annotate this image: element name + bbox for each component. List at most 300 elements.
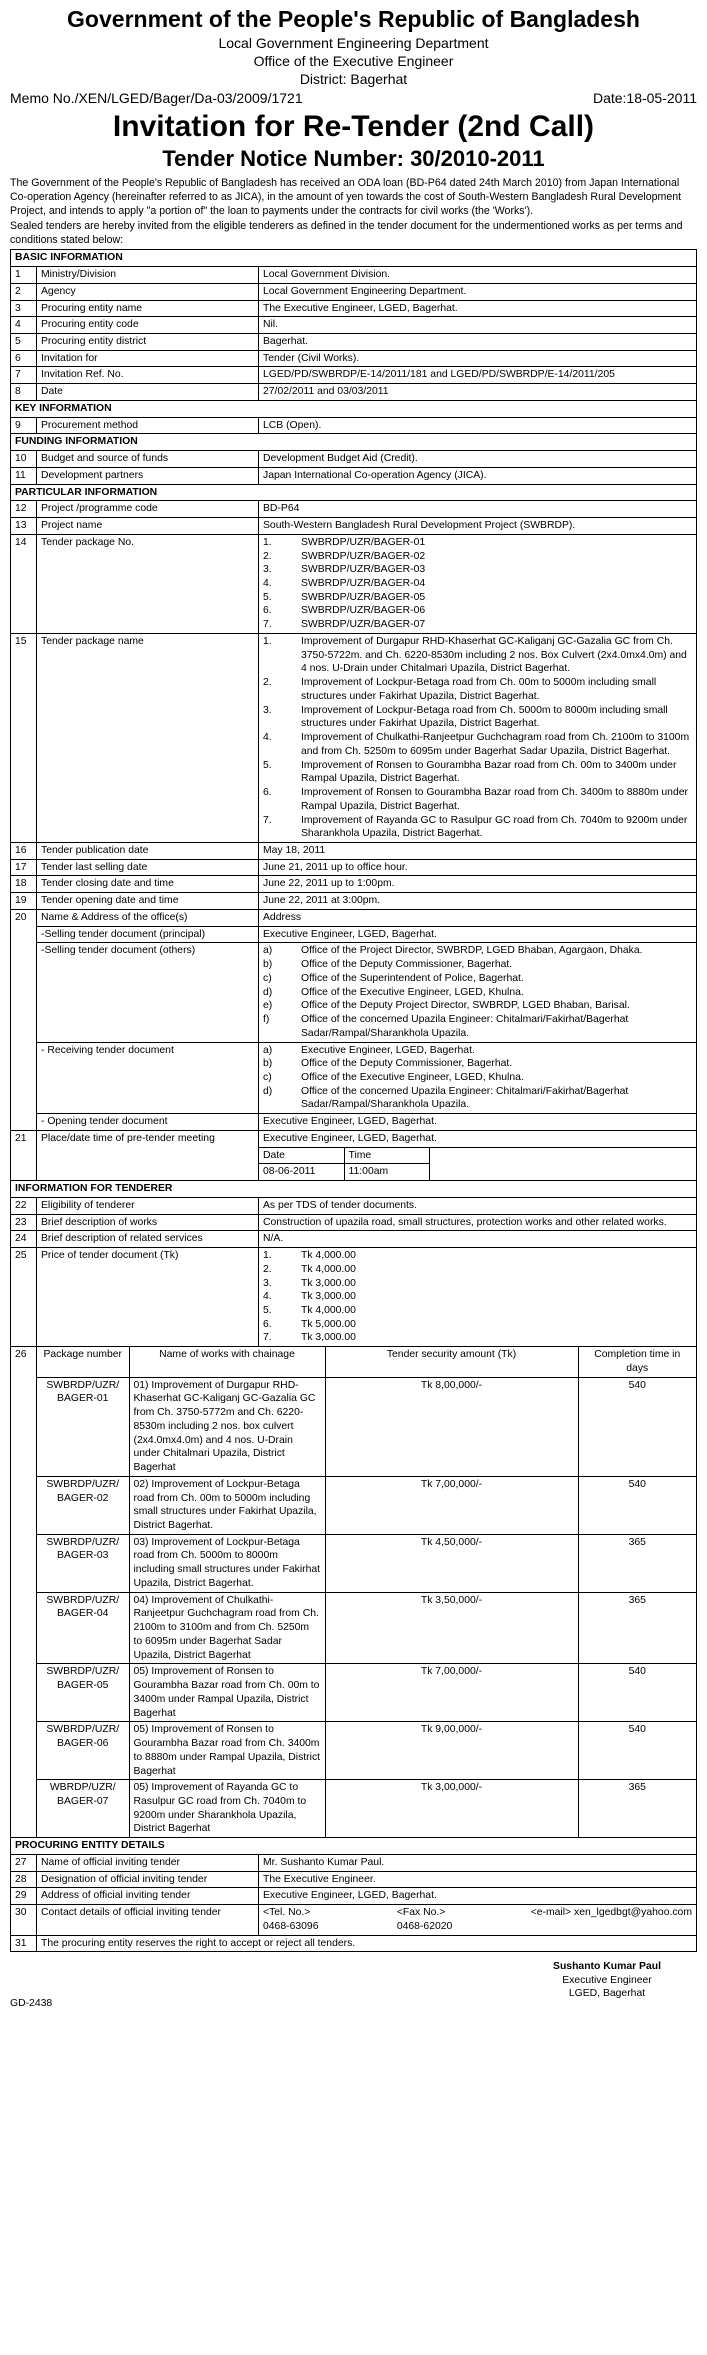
row-label: Project name xyxy=(37,518,259,535)
list-item xyxy=(263,1331,692,1345)
row-label: Price of tender document (Tk) xyxy=(37,1248,259,1347)
list-text: Office of the Deputy Commissioner, Bagerhat. xyxy=(301,959,513,971)
list-item xyxy=(263,536,692,550)
selling-office-list xyxy=(263,944,692,1040)
row-number: 30 xyxy=(11,1905,37,1935)
table-row xyxy=(11,1197,697,1214)
list-text: SWBRDP/UZR/BAGER-02 xyxy=(301,550,426,562)
works-row xyxy=(37,1476,696,1534)
email-address: <e-mail> xen_lgedbgt@yahoo.com xyxy=(530,1907,692,1919)
meeting-time-header: Time xyxy=(344,1148,429,1164)
list-marker: 3. xyxy=(263,1277,272,1289)
list-item xyxy=(263,550,692,564)
row-label: Tender publication date xyxy=(37,842,259,859)
meeting-date: 08-06-2011 xyxy=(259,1164,344,1180)
table-row xyxy=(11,267,697,284)
row-value: Bagerhat. xyxy=(259,334,697,351)
row-value: Local Government Division. xyxy=(259,267,697,284)
list-text: Improvement of Chulkathi-Ranjeetpur Guchchagram road from Ch. 2100m to 3100m and from Ch. 5250m to 6095m under Bagerhat Sadar Upazila, District Bagerhat. xyxy=(301,732,690,757)
table-row xyxy=(11,1854,697,1871)
row-number: 7 xyxy=(11,367,37,384)
table-row xyxy=(11,1347,697,1838)
list-text: SWBRDP/UZR/BAGER-03 xyxy=(301,564,426,576)
works-security: Tk 7,00,000/- xyxy=(325,1664,578,1722)
row-number: 3 xyxy=(11,300,37,317)
list-item xyxy=(263,944,692,958)
row-label: Ministry/Division xyxy=(37,267,259,284)
works-row xyxy=(37,1722,696,1780)
row-value: Development Budget Aid (Credit). xyxy=(259,451,697,468)
list-marker: 3. xyxy=(263,564,272,576)
row-value: Address xyxy=(259,909,697,926)
list-item xyxy=(263,986,692,1000)
signatory-designation: Executive Engineer xyxy=(562,1974,652,1986)
works-days: 365 xyxy=(578,1534,696,1592)
works-days: 540 xyxy=(578,1476,696,1534)
row-value: Executive Engineer, LGED, Bagerhat. xyxy=(259,926,697,943)
list-marker: b) xyxy=(263,959,273,971)
list-text: Improvement of Lockpur-Betaga road from Ch. 00m to 5000m including small structures under Fakirhat Upazila, District Bagerhat. xyxy=(301,677,657,702)
table-row xyxy=(11,842,697,859)
row-value: Tender (Civil Works). xyxy=(259,350,697,367)
row-label: Brief description of works xyxy=(37,1214,259,1231)
row-label: Procuring entity code xyxy=(37,317,259,334)
row-number: 25 xyxy=(11,1248,37,1347)
tel-number: 0468-63096 xyxy=(263,1920,319,1932)
list-marker: 6. xyxy=(263,1318,272,1330)
row-number: 17 xyxy=(11,859,37,876)
list-marker: 6. xyxy=(263,787,272,799)
list-text: SWBRDP/UZR/BAGER-07 xyxy=(301,619,426,631)
works-package: SWBRDP/UZR/ BAGER-04 xyxy=(37,1592,129,1664)
works-security: Tk 3,50,000/- xyxy=(325,1592,578,1664)
table-row xyxy=(11,283,697,300)
list-marker: b) xyxy=(263,1058,273,1070)
table-row xyxy=(11,1248,697,1347)
works-security: Tk 7,00,000/- xyxy=(325,1476,578,1534)
section-row xyxy=(11,1181,697,1198)
list-item xyxy=(263,731,692,758)
row-number: 10 xyxy=(11,451,37,468)
row-value: May 18, 2011 xyxy=(259,842,697,859)
list-item xyxy=(263,1057,692,1071)
row-value: South-Western Bangladesh Rural Development Project (SWBRDP). xyxy=(259,518,697,535)
list-text: SWBRDP/UZR/BAGER-01 xyxy=(301,536,426,548)
list-marker: a) xyxy=(263,945,273,957)
table-row xyxy=(11,1888,697,1905)
list-item xyxy=(263,1071,692,1085)
works-table xyxy=(37,1347,696,1837)
meeting-time: 11:00am xyxy=(344,1164,429,1180)
package-name-cell xyxy=(259,633,697,842)
list-marker: 7. xyxy=(263,1332,272,1344)
list-text: Office of the Project Director, SWBRDP, LGED Bhaban, Agargaon, Dhaka. xyxy=(301,945,643,957)
list-marker: 7. xyxy=(263,619,272,631)
row-number: 4 xyxy=(11,317,37,334)
list-marker: 4. xyxy=(263,732,272,744)
table-row xyxy=(11,1042,697,1114)
list-marker: 1. xyxy=(263,1250,272,1262)
row-value: BD-P64 xyxy=(259,501,697,518)
row-number: 5 xyxy=(11,334,37,351)
row-label: Procuring entity name xyxy=(37,300,259,317)
row-number: 12 xyxy=(11,501,37,518)
list-item xyxy=(263,1013,692,1040)
intro-paragraph-2: Sealed tenders are hereby invited from the eligible tenderers as defined in the tender document for the undermentioned works as per terms and conditions stated below: xyxy=(10,219,683,247)
table-row xyxy=(11,384,697,401)
section-key: KEY INFORMATION xyxy=(11,400,697,417)
list-item xyxy=(263,591,692,605)
signatory-office: LGED, Bagerhat xyxy=(568,1988,646,2000)
row-label: Tender package No. xyxy=(37,534,259,633)
memo-date: Date:18-05-2011 xyxy=(592,90,697,107)
notice-number: Tender Notice Number: 30/2010-2011 xyxy=(162,146,545,172)
list-text: SWBRDP/UZR/BAGER-06 xyxy=(301,605,426,617)
list-item xyxy=(263,604,692,618)
row-number: 18 xyxy=(11,876,37,893)
row-label: Development partners xyxy=(37,467,259,484)
section-row xyxy=(11,250,697,267)
header xyxy=(10,6,697,88)
footer-code: GD-2438 xyxy=(10,1997,53,2009)
list-text: Tk 3,000.00 xyxy=(301,1277,356,1289)
table-row xyxy=(11,926,697,943)
table-row xyxy=(11,350,697,367)
list-item xyxy=(263,1277,692,1291)
row-label: Tender last selling date xyxy=(37,859,259,876)
row-number: 9 xyxy=(11,417,37,434)
row-label: Place/date time of pre-tender meeting xyxy=(37,1130,259,1180)
list-text: Improvement of Ronsen to Gourambha Bazar road from Ch. 3400m to 8880m under Rampal Upazila, District Bagerhat. xyxy=(301,787,688,812)
signature-block xyxy=(10,1960,697,2001)
section-row xyxy=(11,1838,697,1855)
row-value: Local Government Engineering Department. xyxy=(259,283,697,300)
row-number: 1 xyxy=(11,267,37,284)
list-item xyxy=(263,999,692,1013)
table-row xyxy=(11,1905,697,1935)
works-security: Tk 3,00,000/- xyxy=(325,1780,578,1837)
list-marker: d) xyxy=(263,986,273,998)
table-row xyxy=(11,1231,697,1248)
meeting-date-table xyxy=(259,1148,696,1180)
section-row xyxy=(11,400,697,417)
works-header-security: Tender security amount (Tk) xyxy=(325,1347,578,1377)
list-marker: 2. xyxy=(263,550,272,562)
list-item xyxy=(263,1044,692,1058)
works-row xyxy=(37,1592,696,1664)
row-value: Executive Engineer, LGED, Bagerhat. xyxy=(259,1114,697,1131)
row-label: Project /programme code xyxy=(37,501,259,518)
row-label: Eligibility of tenderer xyxy=(37,1197,259,1214)
row-value: The procuring entity reserves the right to accept or reject all tenders. xyxy=(37,1935,697,1952)
list-text: SWBRDP/UZR/BAGER-04 xyxy=(301,578,426,590)
row-number: 31 xyxy=(11,1935,37,1952)
row-number: 13 xyxy=(11,518,37,535)
works-package: SWBRDP/UZR/ BAGER-03 xyxy=(37,1534,129,1592)
row-value: Mr. Sushanto Kumar Paul. xyxy=(259,1854,697,1871)
tel-block xyxy=(263,1906,318,1933)
package-list xyxy=(263,536,692,632)
row-number: 21 xyxy=(11,1130,37,1180)
list-text: Executive Engineer, LGED, Bagerhat. xyxy=(301,1044,475,1056)
list-item xyxy=(263,1263,692,1277)
list-text: Office of the Deputy Commissioner, Bagerhat. xyxy=(301,1058,513,1070)
list-item xyxy=(263,635,692,676)
list-text: Improvement of Lockpur-Betaga road from Ch. 5000m to 8000m including small structures under Fakirhat Upazila, District Bagerhat. xyxy=(301,704,668,730)
fax-block xyxy=(397,1906,452,1933)
works-days: 540 xyxy=(578,1377,696,1476)
contact-cell xyxy=(259,1905,697,1935)
works-package: SWBRDP/UZR/ BAGER-06 xyxy=(37,1722,129,1780)
district-line: District: Bagerhat xyxy=(299,70,408,87)
meeting-cell xyxy=(259,1130,697,1180)
package-list-cell xyxy=(259,534,697,633)
section-funding: FUNDING INFORMATION xyxy=(11,434,697,451)
table-row xyxy=(11,909,697,926)
row-number: 28 xyxy=(11,1871,37,1888)
works-header-time: Completion time in days xyxy=(578,1347,696,1377)
list-marker: f) xyxy=(263,1014,270,1026)
list-text: Tk 5,000.00 xyxy=(301,1318,356,1330)
works-package: SWBRDP/UZR/ BAGER-05 xyxy=(37,1664,129,1722)
works-row xyxy=(37,1780,696,1837)
row-number: 8 xyxy=(11,384,37,401)
row-label: Procurement method xyxy=(37,417,259,434)
row-label: Invitation Ref. No. xyxy=(37,367,259,384)
row-label: -Selling tender document (others) xyxy=(37,943,259,1042)
list-marker: 3. xyxy=(263,704,272,716)
row-number: 19 xyxy=(11,893,37,910)
receiving-cell xyxy=(259,1042,697,1114)
works-days: 365 xyxy=(578,1780,696,1837)
works-row xyxy=(37,1664,696,1722)
row-number: 16 xyxy=(11,842,37,859)
fax-label: <Fax No.> xyxy=(396,1907,446,1919)
list-item xyxy=(263,958,692,972)
list-item xyxy=(263,1249,692,1263)
table-row xyxy=(11,1935,697,1952)
table-row xyxy=(11,334,697,351)
table-row xyxy=(11,367,697,384)
row-number: 29 xyxy=(11,1888,37,1905)
works-header-name: Name of works with chainage xyxy=(129,1347,325,1377)
works-security: Tk 4,50,000/- xyxy=(325,1534,578,1592)
works-name: 05) Improvement of Ronsen to Gourambha Bazar road from Ch. 3400m to 8880m under Rampal Upazila, District Bagerhat xyxy=(129,1722,325,1780)
table-row xyxy=(11,317,697,334)
row-label: Tender closing date and time xyxy=(37,876,259,893)
works-days: 540 xyxy=(578,1722,696,1780)
works-row xyxy=(37,1534,696,1592)
row-label: Address of official inviting tender xyxy=(37,1888,259,1905)
works-days: 540 xyxy=(578,1664,696,1722)
row-number: 22 xyxy=(11,1197,37,1214)
works-security: Tk 9,00,000/- xyxy=(325,1722,578,1780)
row-value: N/A. xyxy=(259,1231,697,1248)
notice-title: Invitation for Re-Tender (2nd Call) xyxy=(112,110,595,144)
row-number: 26 xyxy=(11,1347,37,1838)
list-marker: 2. xyxy=(263,677,272,689)
row-value: June 22, 2011 up to 1:00pm. xyxy=(259,876,697,893)
receiving-office-list xyxy=(263,1044,692,1113)
works-table-cell xyxy=(37,1347,697,1838)
section-particular: PARTICULAR INFORMATION xyxy=(11,484,697,501)
row-label: Name & Address of the office(s) xyxy=(37,909,259,926)
works-security: Tk 8,00,000/- xyxy=(325,1377,578,1476)
list-item xyxy=(263,676,692,703)
tel-label: <Tel. No.> xyxy=(263,1907,311,1919)
works-package: SWBRDP/UZR/ BAGER-01 xyxy=(37,1377,129,1476)
list-item xyxy=(263,1085,692,1112)
works-body xyxy=(37,1377,696,1837)
list-item xyxy=(263,786,692,813)
list-marker: 4. xyxy=(263,578,272,590)
memo-number: Memo No./XEN/LGED/Bager/Da-03/2009/1721 xyxy=(10,90,303,107)
works-header-row xyxy=(37,1347,696,1377)
list-item xyxy=(263,704,692,731)
works-header-package: Package number xyxy=(37,1347,129,1377)
row-label: Contact details of official inviting tender xyxy=(37,1905,259,1935)
row-value: Japan International Co-operation Agency (JICA). xyxy=(259,467,697,484)
works-name: 05) Improvement of Rayanda GC to Rasulpur GC road from Ch. 7040m to 9200m under Sharankhola Upazila, District Bagerhat xyxy=(129,1780,325,1837)
works-days: 365 xyxy=(578,1592,696,1664)
row-value: June 22, 2011 at 3:00pm. xyxy=(259,893,697,910)
tender-info-table xyxy=(10,249,697,1952)
list-marker: 2. xyxy=(263,1263,272,1275)
works-row xyxy=(37,1377,696,1476)
price-list xyxy=(263,1249,692,1345)
price-cell xyxy=(259,1248,697,1347)
contact-details xyxy=(263,1906,692,1933)
works-name: 02) Improvement of Lockpur-Betaga road from Ch. 00m to 5000m including small structures under Fakirhat Upazila, District Bagerhat. xyxy=(129,1476,325,1534)
row-value: Nil. xyxy=(259,317,697,334)
row-number: 24 xyxy=(11,1231,37,1248)
table-row xyxy=(11,518,697,535)
table-row xyxy=(11,300,697,317)
office-line: Office of the Executive Engineer xyxy=(253,52,454,69)
section-row xyxy=(11,434,697,451)
row-label: Brief description of related services xyxy=(37,1231,259,1248)
list-marker: 5. xyxy=(263,1305,272,1316)
row-label: Date xyxy=(37,384,259,401)
works-package: WBRDP/UZR/ BAGER-07 xyxy=(37,1780,129,1837)
list-text: Improvement of Ronsen to Gourambha Bazar road from Ch. 00m to 3400m under Rampal Upazila, District Bagerhat. xyxy=(301,759,677,785)
list-text: Tk 4,000.00 xyxy=(301,1305,356,1316)
row-value: As per TDS of tender documents. xyxy=(259,1197,697,1214)
list-text: Improvement of Rayanda GC to Rasulpur GC road from Ch. 7040m to 9200m under Sharankhola Upazila, District Bagerhat. xyxy=(301,814,688,840)
row-number: 20 xyxy=(11,909,37,1130)
list-item xyxy=(263,972,692,986)
list-text: Tk 3,000.00 xyxy=(301,1332,356,1344)
table-row xyxy=(11,943,697,1042)
row-number: 2 xyxy=(11,283,37,300)
row-value: Construction of upazila road, small structures, protection works and other related works. xyxy=(259,1214,697,1231)
row-value: June 21, 2011 up to office hour. xyxy=(259,859,697,876)
list-text: Office of the concerned Upazila Engineer: Chitalmari/Fakirhat/Bagerhat Sadar/Rampal/Sharankhola Upazila. xyxy=(301,1014,629,1039)
department-line: Local Government Engineering Department xyxy=(218,34,489,51)
table-row xyxy=(11,534,697,633)
list-text: Improvement of Durgapur RHD-Khaserhat GC-Kaliganj GC-Gazalia GC from Ch. 3750-5722m. and Ch. 6220-8530m including 2 nos. Box Culvert (2x4.0mx4.0m) and 4 nos. U-Drain under Chitalmari Upazila, District Bagerhat. xyxy=(301,635,687,675)
row-number: 23 xyxy=(11,1214,37,1231)
row-label: Budget and source of funds xyxy=(37,451,259,468)
section-tenderer: INFORMATION FOR TENDERER xyxy=(11,1181,697,1198)
row-number: 15 xyxy=(11,633,37,842)
intro-paragraph-1: The Government of the People's Republic of Bangladesh has received an ODA loan (BD-P64 dated 24th March 2010) from Japan International Co-operation Agency (hereinafter referred to as JICA), in the amount of yen towards the cost of South-Western Bangladesh Rural Development Project, and intends to apply "a portion of" the loan to payments under the contracts for civil works (the 'Works'). xyxy=(10,176,682,218)
row-label: Name of official inviting tender xyxy=(37,1854,259,1871)
list-item xyxy=(263,618,692,632)
table-row xyxy=(11,1871,697,1888)
list-item xyxy=(263,563,692,577)
list-marker: 6. xyxy=(263,605,272,617)
memo-row xyxy=(10,89,697,107)
list-marker: c) xyxy=(263,1071,272,1083)
row-label: Procuring entity district xyxy=(37,334,259,351)
row-label: Agency xyxy=(37,283,259,300)
row-label: - Opening tender document xyxy=(37,1114,259,1131)
list-item xyxy=(263,1318,692,1332)
list-marker: 5. xyxy=(263,759,272,771)
table-row xyxy=(11,501,697,518)
list-marker: d) xyxy=(263,1085,273,1097)
table-row xyxy=(11,451,697,468)
row-label: - Receiving tender document xyxy=(37,1042,259,1114)
list-marker: e) xyxy=(263,1000,273,1012)
list-marker: a) xyxy=(263,1044,273,1056)
row-label: -Selling tender document (principal) xyxy=(37,926,259,943)
table-row xyxy=(11,1130,697,1180)
row-value: LCB (Open). xyxy=(259,417,697,434)
row-value: The Executive Engineer. xyxy=(259,1871,697,1888)
list-text: Office of the Executive Engineer, LGED, Khulna. xyxy=(301,986,524,998)
table-row xyxy=(11,893,697,910)
list-text: Office of the Deputy Project Director, SWBRDP, LGED Bhaban, Barisal. xyxy=(301,1000,630,1012)
list-text: SWBRDP/UZR/BAGER-05 xyxy=(301,591,426,603)
list-text: Office of the Superintendent of Police, Bagerhat. xyxy=(301,972,524,984)
list-marker: 1. xyxy=(263,536,272,548)
selling-others-cell xyxy=(259,943,697,1042)
row-number: 27 xyxy=(11,1854,37,1871)
list-item xyxy=(263,577,692,591)
row-value: 27/02/2011 and 03/03/2011 xyxy=(259,384,697,401)
row-number: 11 xyxy=(11,467,37,484)
list-marker: 4. xyxy=(263,1291,272,1303)
list-marker: 5. xyxy=(263,591,272,603)
row-value: Executive Engineer, LGED, Bagerhat. xyxy=(259,1888,697,1905)
table-row xyxy=(11,467,697,484)
section-procuring: PROCURING ENTITY DETAILS xyxy=(11,1838,697,1855)
table-row xyxy=(11,876,697,893)
table-row xyxy=(11,1214,697,1231)
row-label: Tender opening date and time xyxy=(37,893,259,910)
signatory-name: Sushanto Kumar Paul xyxy=(553,1961,661,1973)
list-text: Office of the Executive Engineer, LGED, Khulna. xyxy=(301,1071,524,1083)
list-text: Tk 4,000.00 xyxy=(301,1263,356,1275)
row-number: 14 xyxy=(11,534,37,633)
list-item xyxy=(263,1290,692,1304)
list-marker: c) xyxy=(263,972,272,984)
row-value: LGED/PD/SWBRDP/E-14/2011/181 and LGED/PD/SWBRDP/E-14/2011/205 xyxy=(259,367,697,384)
section-basic: BASIC INFORMATION xyxy=(11,250,697,267)
government-title: Government of the People's Republic of Bangladesh xyxy=(67,6,640,32)
list-text: Office of the concerned Upazila Engineer: Chitalmari/Fakirhat/Bagerhat Sadar/Rampal/Sharankhola Upazila. xyxy=(301,1085,629,1111)
list-marker: 1. xyxy=(263,635,272,647)
works-package: SWBRDP/UZR/ BAGER-02 xyxy=(37,1476,129,1534)
list-marker: 7. xyxy=(263,814,272,826)
list-item xyxy=(263,759,692,786)
works-name: 05) Improvement of Ronsen to Gourambha Bazar road from Ch. 00m to 3400m under Rampal Upazila, District Bagerhat xyxy=(129,1664,325,1722)
meeting-date-header: Date xyxy=(259,1148,344,1164)
works-name: 03) Improvement of Lockpur-Betaga road from Ch. 5000m to 8000m including small structures under Fakirhat Upazila, District Bagerhat. xyxy=(129,1534,325,1592)
list-item xyxy=(263,814,692,841)
